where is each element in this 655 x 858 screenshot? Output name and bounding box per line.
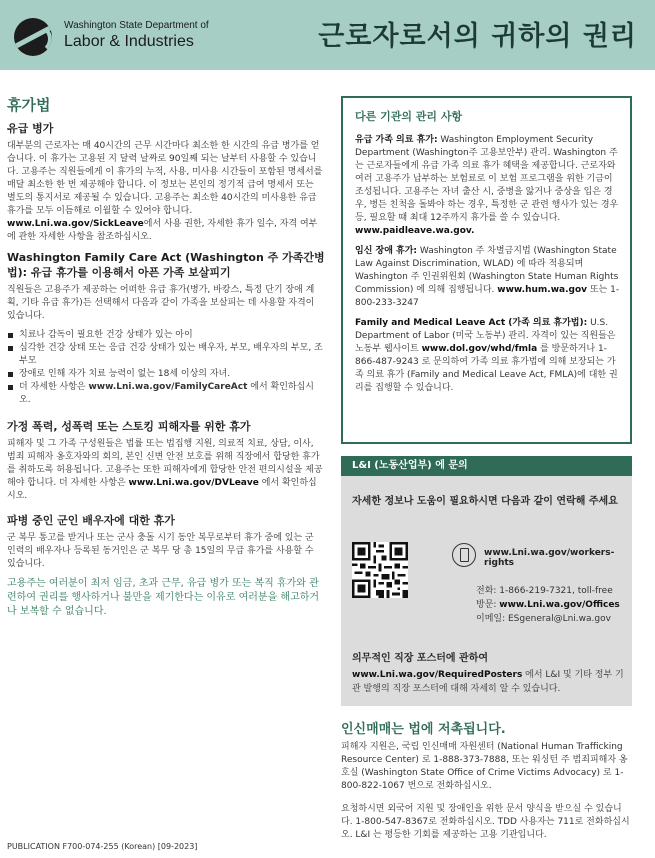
other-agencies-box (341, 96, 632, 444)
fmla-link[interactable]: www.dol.gov/whd/fmla (421, 344, 538, 354)
workers-rights-link[interactable]: www.Lni.wa.gov/workers-rights (484, 548, 615, 568)
lni-logo-icon (14, 18, 52, 56)
accessibility-notice: 요청하시면 외국어 지원 및 장애인을 위한 문서 양식을 받으실 수 있습니다. 1-800-547-8367로 전화하십시오. TDD 사용자는 711로 전화하십시오. L&I 는 평등한 기회를 제공하는 고용 기관입니다. (341, 804, 630, 840)
contact-lni-header: L&I (노동산업부) 에 문의 (341, 456, 632, 476)
other-agencies-title: 다른 기관의 관리 사항 (355, 110, 463, 123)
trafficking-text: 피해자 지원은, 국립 인신매매 자원센터 (National Human Trafficking Resource Center) 로 1-888-373-7888, 또는 워싱턴 주 범죄피해자 옹호실 (Washington State Office of Crime Victims Advocacy) 로 1-800-822-1067 번으로 전화하십시오. (341, 742, 628, 791)
posters-text: www.Lni.wa.gov/RequiredPosters 에서 L&I 및 기타 정부 기관 발행의 직장 포스터에 대해 자세히 알 수 있습니다. (352, 670, 624, 694)
military-leave-text: 군 복무 통고를 받거나 또는 군사 충돌 시기 동안 복무로부터 휴가 중에 있는 군 인력의 배우자나 등록된 동거인은 군 복무 당 총 15일의 무급 휴가를 사용할 수 있습니다. (7, 533, 314, 569)
violence-leave-heading: 가정 폭력, 성폭력 또는 스토킹 피해자를 위한 휴가 (7, 420, 251, 433)
list-item: 장애로 인해 자가 치료 능력이 없는 18세 이상의 자녀. (7, 368, 325, 381)
family-care-link[interactable]: www.Lni.wa.gov/FamilyCareAct (88, 382, 248, 392)
contact-phone: 전화: 1-866-219-7321, toll-free (476, 586, 613, 596)
pregnancy-leave-text: 임신 장애 휴가: Washington 주 차별금지법 (Washington State Law Against Discrimination, WLAD) 에 따라 적용되며 Washington 주 인권위원회 (Washington State Human Rights Commission) 에 의해 집행됩니다. www.hum.wa.gov 또는 1-800-233-3247 (355, 246, 620, 308)
page-title: 근로자로서의 귀하의 권리 (318, 21, 637, 52)
hum-link[interactable]: www.hum.wa.gov (497, 285, 587, 295)
family-care-list (7, 329, 325, 407)
required-posters-link[interactable]: www.Lni.wa.gov/RequiredPosters (352, 670, 523, 680)
sick-leave-heading: 유급 병가 (7, 122, 54, 135)
dv-leave-link[interactable]: www.Lni.wa.gov/DVLeave (128, 478, 259, 488)
smartphone-icon (452, 543, 476, 567)
email-link[interactable]: ESgeneral@Lni.wa.gov (507, 614, 611, 624)
qr-code-icon[interactable] (352, 542, 408, 598)
family-care-intro: 직원들은 고용주가 제공하는 어떠한 유급 휴가(병가, 바캉스, 특정 단기 장애 계획, 기타 유급 휴가)든 선택해서 다음과 같이 가족을 보살피는 데 사용할 자격이 있습니다. (7, 285, 315, 321)
left-column (7, 94, 325, 619)
military-leave-heading: 파병 중인 군인 배우자에 대한 휴가 (7, 514, 175, 527)
violence-leave-text: 피해자 및 그 가족 구성원들은 법률 또는 법집행 지원, 의료적 치료, 상담, 이사, 범죄 피해자 옹호자와의 회의, 본인 신변 안전 보호를 위해 직장에서 합당한 휴가를 취하도록 허용됩니다. 고용주는 또한 피해자에게 합당한 안전 편의시설을 제공해야 합니다. 더 자세한 사항은 www.Lni.wa.gov/DVLeave 에서 확인하십시오. (7, 439, 323, 501)
sick-leave-text: 대부분의 근로자는 매 40시간의 근무 시간마다 최소한 한 시간의 유급 병가를 얻습니다. 이 휴가는 고용된 지 달력 날짜로 90일째 되는 날부터 사용할 수 있습니다. 고용주는 직원들에게 이 휴가의 누적, 사용, 미사용 시간들이 포함된 명세서를 매달 최소한 한 번 제공해야 합니다. 이 정보는 본인의 정기적 급여 명세서 또는 별도의 통지서로 제공될 수 있습니다. 고용주는 최소한 40시간의 미사용한 유급 휴가를 모두 이듬해로 이월할 수 있어야 합니다. www.Lni.wa.gov/SickLeave에서 사용 권한, 자세한 휴가 일수, 자격 여부에 관한 자세한 사항을 참조하십시오. (7, 141, 323, 242)
paid-family-leave-text: 유급 가족 의료 휴가: Washington Employment Security Department (Washington주 고용보안부) 관리. Washington 주는 근로자들에게 유급 가족 의료 휴가 혜택을 제공합니다. 근로자와 여러 고용주가 납부하는 보험료로 이 보험 프로그램을 위한 기금이 조성됩니다. 고용주는 자녀 출산 시, 중병을 앓거나 중상을 입은 경우, 병든 친척을 돌봐야 하는 경우, 특정한 군 관련 행사가 있는 경우 등, 필요할 때 최대 12주까지 휴가를 쓸 수 있습니다. www.paidleave.wa.gov. (355, 135, 619, 236)
posters-title: 의무적인 직장 포스터에 관하여 (352, 653, 489, 664)
family-care-heading: Washington Family Care Act (Washington 주 가족간병법): 유급 휴가를 이용해서 아픈 가족 보살피기 (7, 251, 325, 279)
publication-number: PUBLICATION F700-074-255 (Korean) [09-2023] (7, 842, 198, 851)
contact-lead: 자세한 정보나 도움이 필요하시면 다음과 같이 연락해 주세요 (352, 496, 618, 507)
retaliation-notice: 고용주는 여러분이 최저 임금, 초과 근무, 유급 병가 또는 복직 휴가와 관련하여 권리를 행사하거나 불만을 제기한다는 이유로 여러분을 해고하거나 보복할 수 없습니다. (7, 578, 320, 617)
offices-link[interactable]: www.Lni.wa.gov/Offices (499, 600, 620, 610)
sick-leave-link[interactable]: www.Lni.wa.gov/SickLeave (7, 219, 144, 229)
fmla-text: Family and Medical Leave Act (가족 의료 휴가법): U.S. Department of Labor (미국 노동부) 관리. 자격이 있는 직원들은 노동부 웹사이트 www.dol.gov/whd/fmla 를 방문하거나 1-866-487-9243 로 문의하여 가족 의료 휴가법에 의해 보장되는 가족 의료 휴가 (Family and Medical Leave Act, FMLA)에 대한 권리를 집행할 수 있습니다. (355, 318, 618, 393)
trafficking-title: 인신매매는 법에 저촉됩니다. (341, 722, 506, 737)
logo-line1: Washington State Department of (64, 20, 209, 31)
paidleave-link[interactable]: www.paidleave.wa.gov. (355, 226, 475, 236)
list-item: 더 자세한 사항은 www.Lni.wa.gov/FamilyCareAct 에서 확인하십시오. (7, 381, 325, 407)
contact-details: 전화: 1-866-219-7321, toll-free 방문: www.Lni.wa.gov/Offices 이메일: ESgeneral@Lni.wa.gov (476, 586, 620, 624)
leave-laws-title: 휴가법 (7, 96, 51, 114)
contact-lni-box (341, 456, 632, 706)
list-item: 심각한 건강 상태 또는 응급 건강 상태가 있는 배우자, 부모, 배우자의 부모, 조부모 (7, 342, 325, 368)
logo-line2: Labor & Industries (64, 33, 194, 50)
header-banner (0, 0, 655, 70)
list-item: 치료나 감독이 필요한 건강 상태가 있는 아이 (7, 329, 325, 342)
